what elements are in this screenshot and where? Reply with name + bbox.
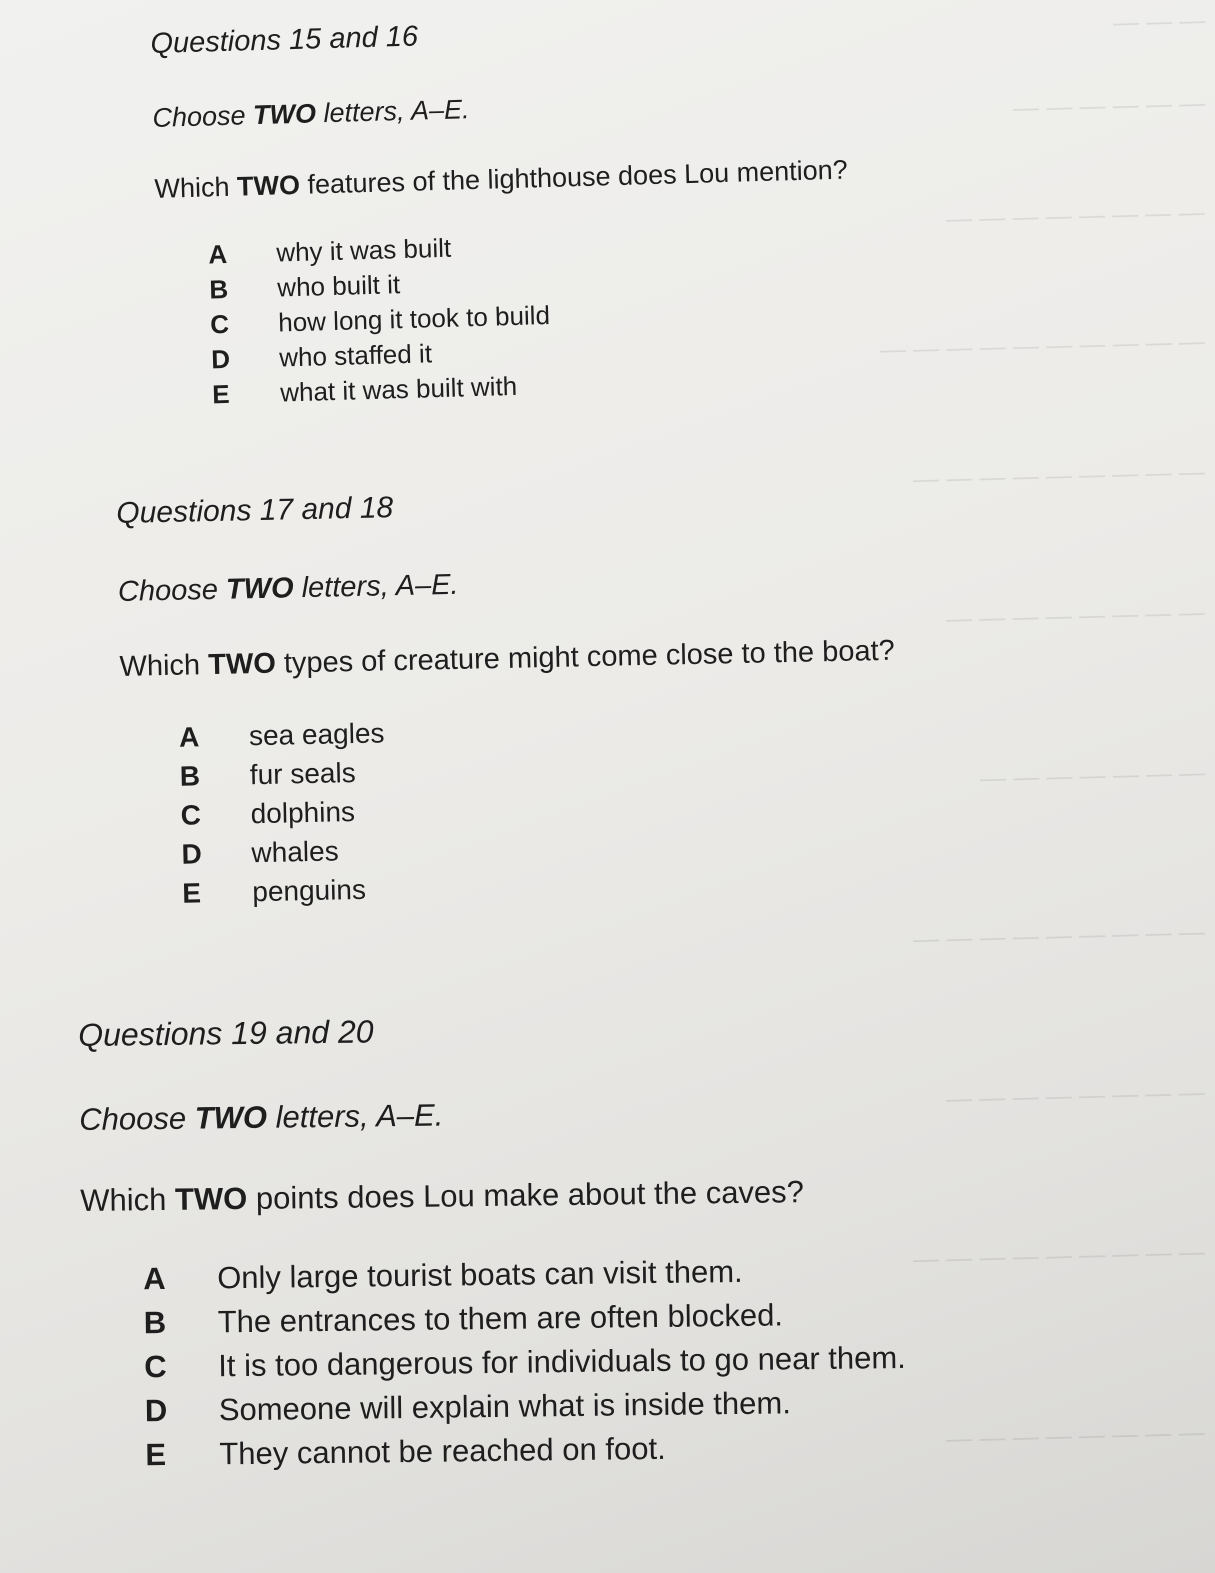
instruction-emphasis: TWO xyxy=(194,1099,268,1136)
option-letter: D xyxy=(144,1392,168,1429)
answer-options xyxy=(179,705,958,916)
question-text: Which xyxy=(80,1181,176,1218)
question-text: Which xyxy=(119,649,209,683)
option-text: sea eagles xyxy=(248,717,385,752)
option-letter: B xyxy=(143,1304,167,1341)
question-text: types of creature might come close to the boat? xyxy=(275,634,896,680)
option-letter: C xyxy=(144,1348,167,1385)
instruction-text: Choose xyxy=(117,573,227,608)
option-text: The entrances to them are often blocked. xyxy=(217,1297,784,1340)
option-letter: A xyxy=(207,238,228,270)
option-text: Only large tourist boats can visit them. xyxy=(216,1253,743,1296)
option-letter: B xyxy=(208,273,229,305)
option-letter: C xyxy=(209,308,230,340)
option-text: whales xyxy=(251,835,339,869)
option-letter: B xyxy=(179,760,201,792)
option-text: how long it took to build xyxy=(277,299,551,338)
instruction-text: letters, A–E. xyxy=(293,568,459,605)
question-text: features of the lighthouse does Lou mention? xyxy=(299,154,849,200)
question-block-17-18 xyxy=(116,481,900,918)
question-block-19-20 xyxy=(78,1008,907,1482)
instruction-text: Choose xyxy=(79,1100,195,1137)
instruction-text: letters, A–E. xyxy=(266,1097,444,1135)
question-text: points does Lou make about the caves? xyxy=(247,1174,805,1216)
section-heading: Questions 15 and 16 xyxy=(150,20,419,60)
section-instruction xyxy=(152,84,846,134)
question-prompt xyxy=(80,1174,804,1219)
option-letter: D xyxy=(210,343,231,375)
answer-options xyxy=(142,1252,907,1481)
option-text: It is too dangerous for individuals to go near them. xyxy=(218,1339,907,1384)
option-text: Someone will explain what is inside them. xyxy=(218,1385,792,1428)
section-instruction xyxy=(118,560,894,609)
option-text: They cannot be reached on foot. xyxy=(219,1430,666,1472)
option-text: why it was built xyxy=(275,232,452,268)
option-letter: E xyxy=(181,877,202,909)
instruction-emphasis: TWO xyxy=(225,572,294,606)
option-letter: A xyxy=(142,1260,166,1297)
reverse-side-show-through: — — — — — — — — — — — — — — — — — — — — — — — — — — — — — — — — — — — — — — — — — — — — — — — — — — — — — — — — — — — — — — — — — — — — — — — — — — — — — — — — — — — — — xyxy=(879,4,1206,1454)
answer-option-e xyxy=(145,1428,869,1481)
option-text: fur seals xyxy=(249,757,356,791)
option-text: penguins xyxy=(251,873,367,908)
question-emphasis: TWO xyxy=(174,1180,248,1217)
section-heading: Questions 19 and 20 xyxy=(78,1013,374,1053)
question-emphasis: TWO xyxy=(236,169,301,202)
section-instruction xyxy=(79,1093,803,1138)
question-block-15-16 xyxy=(150,9,854,416)
option-text: dolphins xyxy=(250,796,356,830)
option-letter: E xyxy=(211,378,231,410)
question-text: Which xyxy=(154,171,238,204)
option-text: who built it xyxy=(276,269,401,303)
section-heading: Questions 17 and 18 xyxy=(116,491,394,530)
option-text: what it was built with xyxy=(279,370,518,408)
question-emphasis: TWO xyxy=(207,647,277,682)
option-letter: E xyxy=(145,1436,167,1473)
question-prompt xyxy=(154,155,848,205)
instruction-text: letters, A–E. xyxy=(315,94,470,129)
question-prompt xyxy=(119,635,895,684)
instruction-emphasis: TWO xyxy=(252,98,317,131)
option-letter: D xyxy=(181,838,203,870)
option-letter: C xyxy=(180,799,202,831)
option-letter: A xyxy=(178,721,200,753)
instruction-text: Choose xyxy=(152,100,254,133)
option-text: who staffed it xyxy=(278,338,433,373)
answer-options xyxy=(208,220,906,414)
